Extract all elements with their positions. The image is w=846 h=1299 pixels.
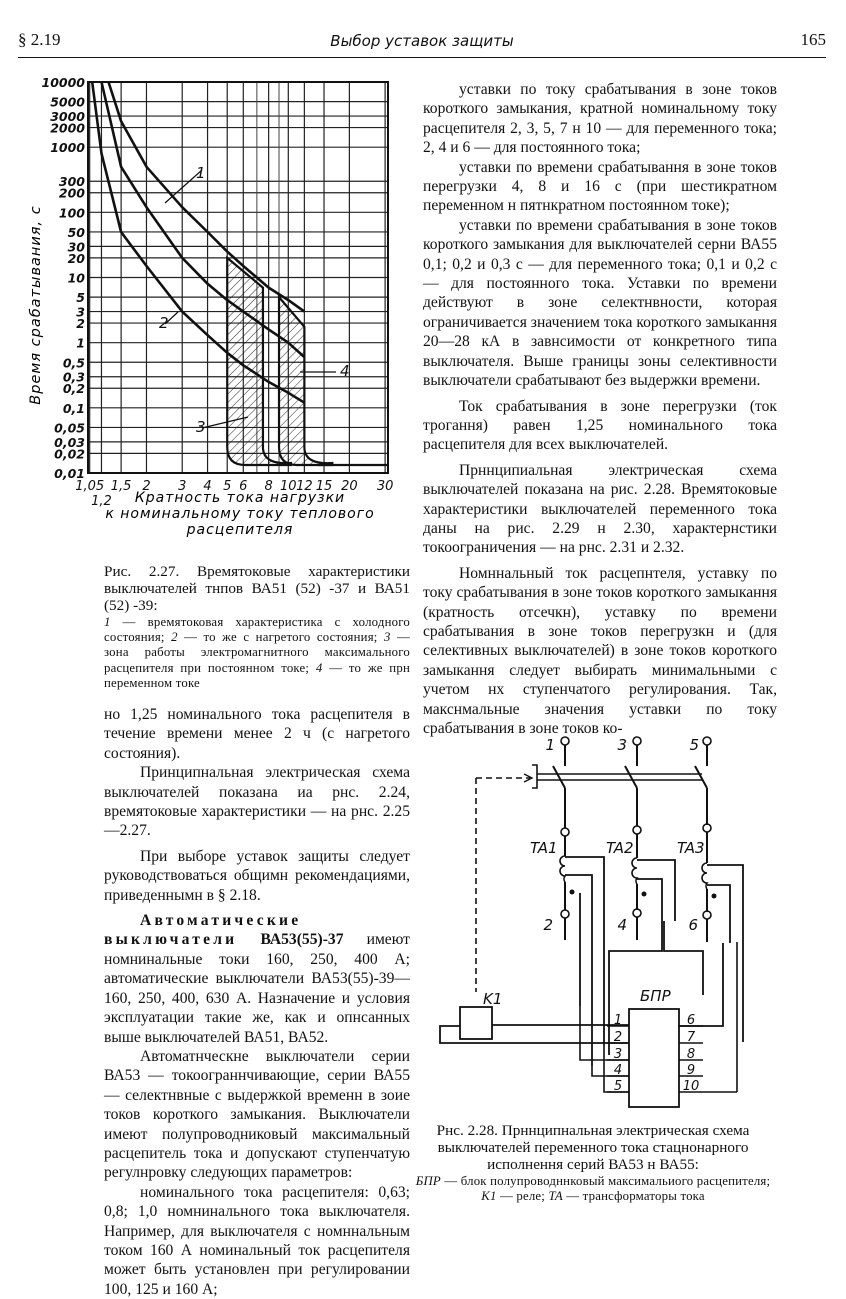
x-axis-label-line3: расцепителя [186,522,294,538]
svg-text:30: 30 [376,479,394,494]
header-rule [18,57,826,58]
svg-text:K1: K1 [483,990,503,1008]
paragraph: номинального тока расцепителя: 0,63; 0,8; 1,0 номнинального тока выключателя. Например, для выключателя с номннальным током 160 А номинальный ток расцепителя может быть установлен при регулировании 100, 125 и 160 А; [104,1183,410,1298]
svg-text:1: 1 [545,736,555,754]
caption-legend: БПР — блок полупроводннковый максимальиого расцепителя; K1 — реле; TA — трансформаторы тока [415,1173,771,1204]
svg-text:3: 3 [178,479,187,494]
running-header [18,30,826,54]
svg-text:300: 300 [58,174,85,190]
paragraph: При выборе уставок защиты следует руководствоваться общимн рекомендациями, приведеннымн в § 2.18. [104,847,410,904]
svg-text:6: 6 [239,479,248,494]
svg-text:1,2: 1,2 [91,494,112,509]
paragraph: Автоматнческне выключатели серии ВА53 — токоограннчивающие, серии ВА55 — селектнвные с выдержкой временн в зоие токов короткого замыкания. Выключатели имеют полупроводниковый максимальный расцепитель тока и допускают ступенчатую регулнровку следующих параметров: [104,1047,410,1182]
svg-text:2: 2 [159,314,169,332]
svg-text:0,05: 0,05 [54,420,85,436]
svg-text:5000: 5000 [50,94,85,110]
y-axis-label: Время срабатывания, с [28,205,44,405]
svg-text:2: 2 [613,1030,623,1045]
svg-text:5: 5 [76,290,85,306]
svg-text:20: 20 [67,250,85,266]
svg-text:3: 3 [613,1047,623,1062]
svg-text:0,3: 0,3 [62,369,85,385]
paragraph: Прннципиальная электрическая схема выключателей показана на рис. 2.28. Времятоковые характеристики выключателей переменного тока даны на рис. 2.29 н 2.30, характернстики токоограничения — на рнс. 2.31 и 2.32. [423,461,777,557]
svg-text:TA1: TA1 [530,839,558,857]
paragraph: Ток срабатывания в зоне перегрузки (ток трогання) равен 1,25 номинального тока расцепителя для всех выключателей. [423,397,777,454]
svg-text:0,5: 0,5 [62,355,85,371]
right-column-text [423,80,777,738]
svg-text:4: 4 [340,362,350,380]
x-axis-label-line1: Кратность тока нагрузки [134,490,346,506]
svg-text:8: 8 [264,479,273,494]
svg-text:3: 3 [617,736,627,754]
time-current-chart [0,70,400,560]
svg-text:6: 6 [686,1013,696,1028]
paragraph: Принципнальная электрическая схема выключателей показана иа рнс. 2.24, времятоковые характеристики — на рнс. 2.25—2.27. [104,764,410,840]
svg-text:3: 3 [196,418,206,436]
paragraph: но 1,25 номинального тока расцепителя в течение времени менее 2 ч (с нагретого состояния). [104,706,410,762]
left-column-text [104,705,410,1299]
paragraph: уставки по времени срабатывания в зоне токов короткого замыкания для выключателей серни ВА55 0,1; 0,2 и 0,3 с — для переменного тока; 0,1 и 0,2 с — для постоянного тока. Уставки по времени действуют в зоне селектнвности, которая ограничивается значением тока короткого замыкання 20—28 кА в завнсимости от конкретного типа выключателя. Выше границы зоны селективности выключатели срабатывают без выдержки времени. [423,216,777,390]
svg-text:2: 2 [543,916,553,934]
svg-text:4: 4 [613,1063,623,1078]
svg-text:6: 6 [688,916,698,934]
caption-title: Рис. 2.27. Времятоковые характеристики выключателей тнпов ВА51 (52) -37 и ВА51 (52) -39: [104,563,410,615]
x-axis-label-line2: к номинальному току теплового [105,506,375,522]
running-title: Выбор уставок защиты [330,32,514,50]
section-number: § 2.19 [18,30,61,49]
svg-text:50: 50 [67,224,85,240]
svg-text:0,02: 0,02 [54,446,85,462]
figure-2-27-caption [104,563,410,692]
svg-text:0,03: 0,03 [54,434,85,450]
svg-text:200: 200 [58,185,85,201]
svg-text:1: 1 [76,335,85,351]
paragraph: Номннальный ток расцепнтеля, уставку по току срабатывания в зоне токов короткого замыкання (кратность отсечкн), уставку по времени срабатывания в зоне токов перегрузкн и (для селективных выключателей) в зоне токов короткого замыкання следует выбирать минимальными с учетом нх ступенчатого регулирования. Так, макснмальные значения уставки по току срабатывания в зоне токов ко- [423,564,777,737]
svg-text:2000: 2000 [50,120,85,136]
svg-text:1: 1 [196,164,206,182]
top-terminals [545,736,711,766]
paragraph: уставки по времени срабатывання в зоне токов перегрузки 4, 8 и 16 с (при шестикратном переменном н пятнкратном постоянном токе); [423,158,777,215]
chart-curves [92,82,304,403]
secondary-wiring [565,857,743,1066]
relay-k1 [440,990,629,1043]
svg-text:10: 10 [682,1079,700,1094]
paragraph: Автоматические выключатели ВА53(55)-37 имеют номнинальные токи 160, 250, 400 А; автоматические выключатели ВА53(55)-39—160, 250, 400, 630 А. Назначение и условия эксплуатации такие же, как и опнсанных выше выключателей ВА51, ВА52. [104,912,410,1046]
paragraph: уставки по току срабатывания в зоне токов короткого замыкания, кратной номинальному току расцепителя 2, 3, 5, 7 н 10 — для переменного тока; 2, 4 и 6 — для постоянного тока; [423,81,777,157]
caption-legend: 1 — времятоковая характеристика с холодного состояния; 2 — то же с нагретого состояния; 3 — зона работы электромагнитного максимального расцепителя при постоянном токе; 4 — то же прн переменном токе [104,614,410,691]
caption-title: Рнс. 2.28. Прннципнальная электрическая схема выключателей переменного тока стацнонарного исполнення серий ВА53 н ВА55: [436,1122,750,1174]
svg-text:1: 1 [613,1013,623,1028]
svg-text:0,01: 0,01 [54,466,85,481]
svg-text:4: 4 [203,479,212,494]
svg-text:TA3: TA3 [677,839,705,857]
svg-text:100: 100 [58,205,85,221]
model-name: ВА53(55)-37 [260,931,344,949]
svg-text:30: 30 [67,239,85,255]
svg-text:10: 10 [280,479,297,494]
chart-zones [227,258,388,465]
svg-text:10000: 10000 [41,75,85,90]
svg-text:7: 7 [686,1030,696,1045]
svg-text:5: 5 [613,1079,623,1094]
svg-text:1000: 1000 [50,140,85,156]
circuit-schematic [420,730,840,1120]
svg-text:3: 3 [76,304,85,320]
svg-text:1,05: 1,05 [75,479,105,494]
svg-text:0,1: 0,1 [62,400,85,416]
svg-text:9: 9 [686,1063,696,1078]
svg-text:TA2: TA2 [606,839,634,857]
svg-text:8: 8 [686,1047,696,1062]
run-in-heading: Автоматические выключатели [104,912,302,949]
svg-text:4: 4 [617,916,627,934]
svg-text:3000: 3000 [50,109,85,125]
svg-text:1,5: 1,5 [110,479,132,494]
svg-text:5: 5 [689,736,699,754]
figure-2-28-caption [410,1122,776,1204]
svg-text:15: 15 [315,479,333,494]
svg-text:5: 5 [223,479,232,494]
svg-text:БПР: БПР [640,987,671,1005]
page-number: 165 [800,30,826,49]
svg-text:10: 10 [67,270,85,286]
svg-text:12: 12 [296,479,313,494]
svg-text:20: 20 [341,479,358,494]
svg-text:2: 2 [142,479,151,494]
current-transformers [530,824,717,942]
y-axis-ticks [42,75,86,481]
svg-text:0,2: 0,2 [62,381,85,397]
svg-text:2: 2 [76,316,85,332]
